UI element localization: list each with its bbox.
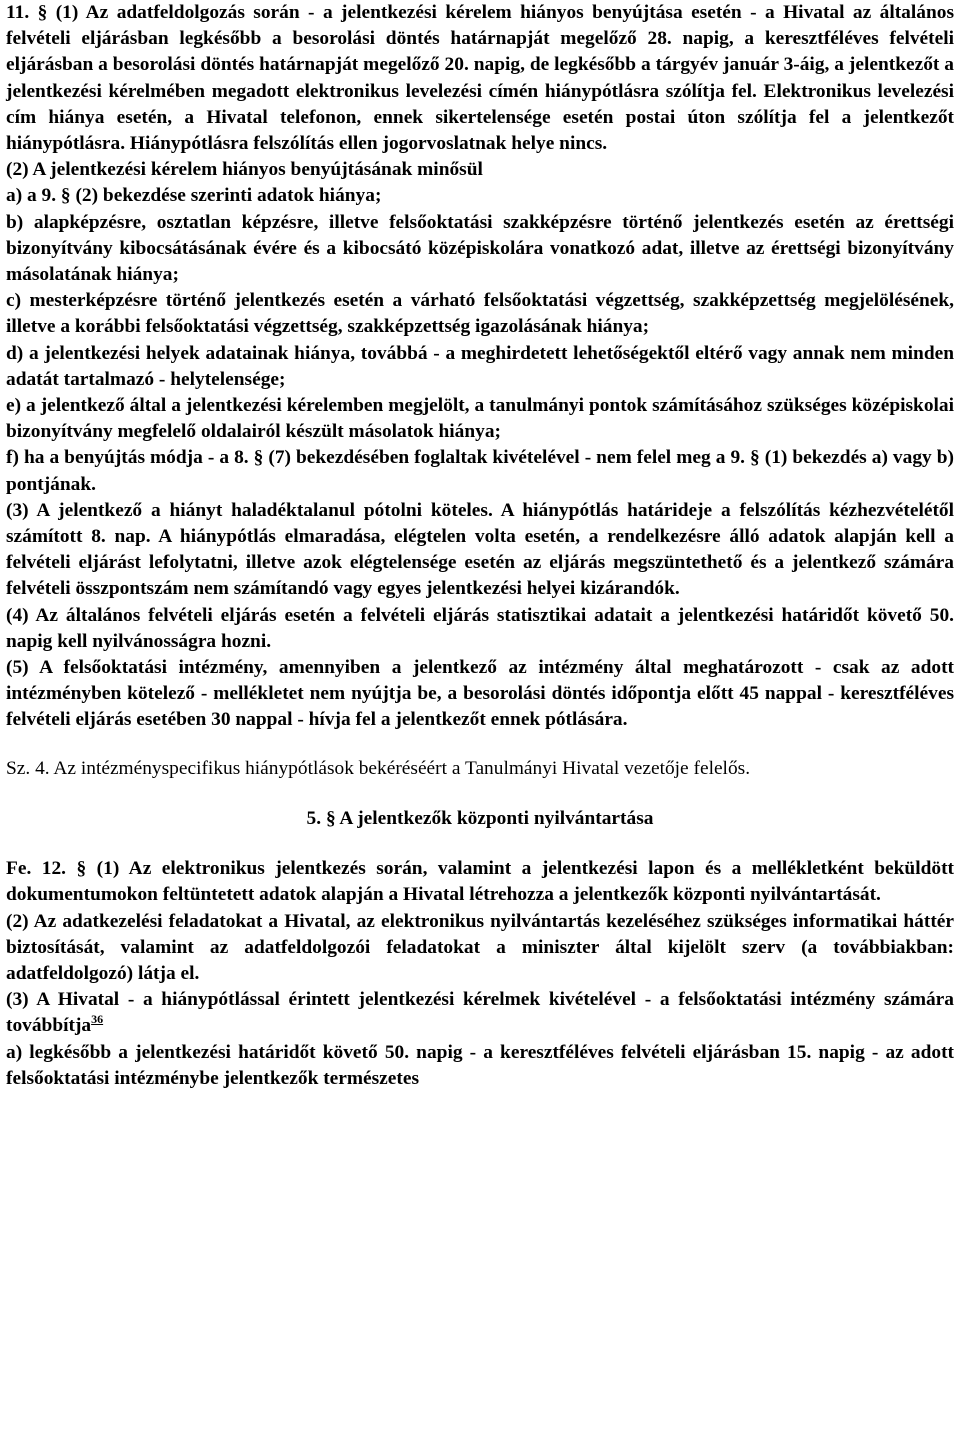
item-c: c) mesterképzésre történő jelentkezés esetén a várható felsőoktatási végzettség, szakképzettség megjelölésének, illetve a korábbi felsőoktatási végzettség, szakképzettség igazolásának hiánya; xyxy=(6,290,954,338)
paragraph-11-1: 11. § (1) Az adatfeldolgozás során - a jelentkezési kérelem hiányos benyújtása esetén - a Hivatal az általános felvételi eljárásban legkésőbb a besorolási döntés határnapját megelőző 28. napig, a keresztféléves felvételi eljárásban a besorolási döntés határnapját megelőző 20. napig, de legkésőbb a tárgyév január 3-áig, a jelentkezőt a jelentkezési kérelmében megadott elektronikus levelezési címén hiánypótlásra szólítja fel. Elektronikus levelezési cím hiánya esetén, a Hivatal telefonon, ennek sikertelensége esetén postai úton szólítja fel a jelentkezőt hiánypótlásra. Hiánypótlásra felszólítás ellen jogorvoslatnak helye nincs. xyxy=(6,2,954,155)
spacer xyxy=(6,782,954,806)
footnote-ref-link[interactable]: 36 xyxy=(91,1012,104,1027)
section-heading: 5. § A jelentkezők központi nyilvántartása xyxy=(306,807,654,829)
paragraph-11-5: (5) A felsőoktatási intézmény, amennyiben a jelentkező az intézmény által meghatározott - csak az adott intézményben kötelező - mellékletet nem nyújtja be, a besorolási döntés időpontja előtt 45 nappal - keresztféléves felvételi eljárás esetében 30 nappal - hívja fel a jelentkezőt ennek pótlására. xyxy=(6,657,954,731)
item-b: b) alapképzésre, osztatlan képzésre, illetve felsőoktatási szakképzésre történő jelentkezés esetén az érettségi bizonyítvány kibocsátásának évére és a kibocsátó középiskolára vonatkozó adat, illetve az érettségi bizonyítvány másolatának hiánya; xyxy=(6,211,954,286)
item-e: e) a jelentkező által a jelentkezési kérelemben megjelölt, a tanulmányi pontok számításához szükséges középiskolai bizonyítvány megfelelő oldalairól készült másolatok hiánya; xyxy=(6,395,954,443)
paragraph-11-3: (3) A jelentkező a hiányt haladéktalanul pótolni köteles. A hiánypótlás határideje a felszólítás kézhezvételétől számított 8. nap. A hiánypótlás elmaradása, elégtelen volta esetén, a rendelkezésre álló adatok alapján kell a felvételi eljárást lefolytatni, illetve azok elégtelensége esetén az eljárás megszüntethető és a jelentkező számára felvételi összpontszám nem számítandó vagy egyes jelentkezési helyei kizárandók. xyxy=(6,499,954,600)
spacer xyxy=(6,734,954,756)
spacer xyxy=(6,832,954,856)
item-d: d) a jelentkezési helyek adatainak hiánya, továbbá - a meghirdetett lehetőségektől eltérő vagy annak nem minden adatát tartalmazó - helytelensége; xyxy=(6,342,954,390)
item-f: f) ha a benyújtás módja - a 8. § (7) bekezdésében foglaltak kivételével - nem felel meg a 9. § (1) bekezdés a) vagy b) pontjának. xyxy=(6,447,954,495)
paragraph-12-3 xyxy=(6,987,954,1039)
paragraph-12-2: (2) Az adatkezelési feladatokat a Hivatal, az elektronikus nyilvántartás kezeléséhez szükséges informatikai háttér biztosítását, valamint az adatfeldolgozói feladatokat a miniszter által kijelölt szerv (a továbbiakban: adatfeldolgozó) látja el. xyxy=(6,910,954,984)
paragraph-11-4: (4) Az általános felvételi eljárás esetén a felvételi eljárás statisztikai adatait a jelentkezési határidőt követő 50. napig kell nyilvánosságra hozni. xyxy=(6,604,954,652)
item-a: a) a 9. § (2) bekezdése szerinti adatok hiánya; xyxy=(6,185,382,207)
paragraph-12-3-text: (3) A Hivatal - a hiánypótlással érintett jelentkezési kérelmek kivételével - a felsőoktatási intézmény számára továbbítja xyxy=(6,989,954,1037)
rule-sz-4: Sz. 4. Az intézményspecifikus hiánypótlások bekéréséért a Tanulmányi Hivatal vezetője felelős. xyxy=(6,757,751,779)
item-12-3-a: a) legkésőbb a jelentkezési határidőt követő 50. napig - a keresztféléves felvételi eljárásban 15. napig - az adott felsőoktatási intézménybe jelentkezők természetes xyxy=(6,1041,954,1089)
paragraph-12-1: Fe. 12. § (1) Az elektronikus jelentkezés során, valamint a jelentkezési lapon és a mellékletként beküldött dokumentumokon feltüntetett adatok alapján a Hivatal létrehozza a jelentkezők központi nyilvántartását. xyxy=(6,858,954,906)
paragraph-11-2: (2) A jelentkezési kérelem hiányos benyújtásának minősül xyxy=(6,159,483,181)
